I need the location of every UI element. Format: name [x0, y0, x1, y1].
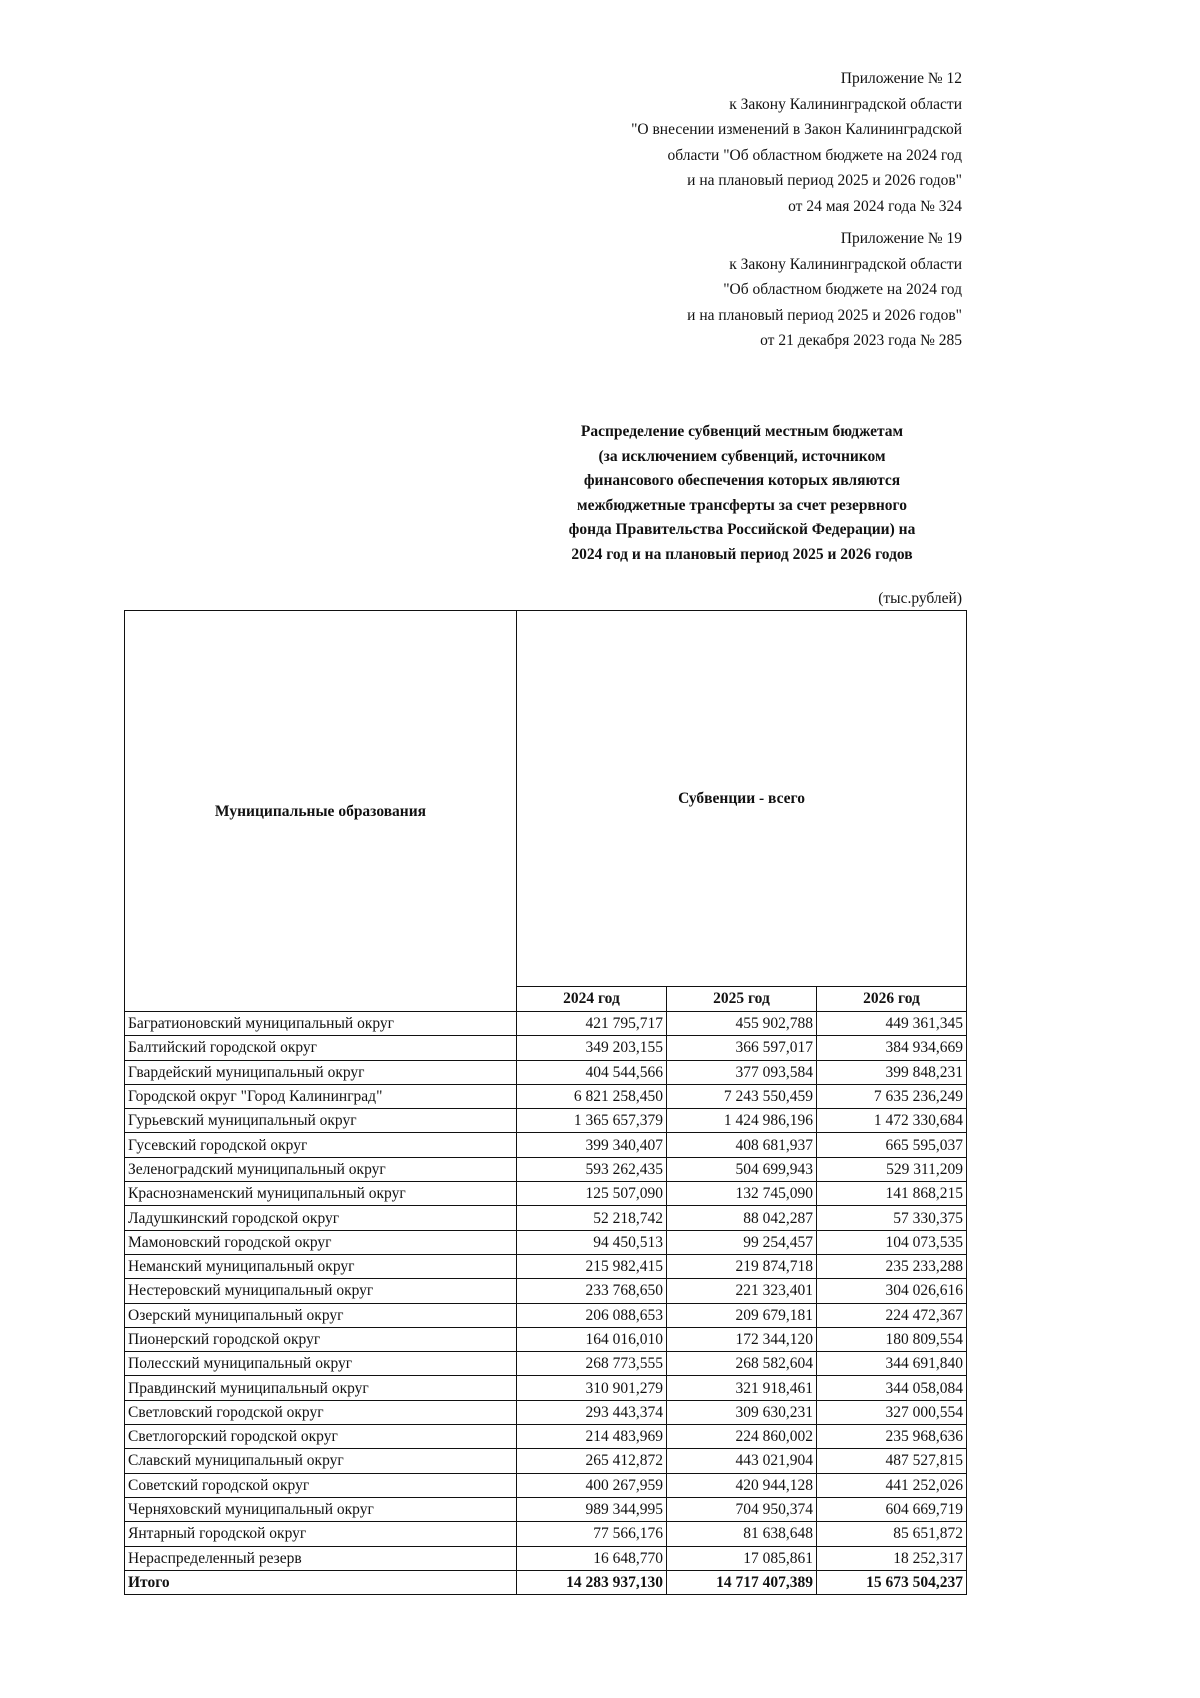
- row-value-2024: 399 340,407: [517, 1133, 667, 1157]
- row-value-2026: 235 233,288: [817, 1254, 967, 1278]
- row-value-2026: 85 651,872: [817, 1522, 967, 1546]
- table-row: [125, 1084, 967, 1108]
- annex-original-line: от 21 декабря 2023 года № 285: [760, 332, 962, 349]
- row-municipality-name: Нестеровский муниципальный округ: [125, 1279, 517, 1303]
- row-municipality-name: Правдинский муниципальный округ: [125, 1376, 517, 1400]
- annex-original-line: к Закону Калининградской области: [729, 255, 962, 273]
- table-row: [125, 1376, 967, 1400]
- row-municipality-name: Гусевский городской округ: [125, 1133, 517, 1157]
- table-row: [125, 1425, 967, 1449]
- row-municipality-name: Багратионовский муниципальный округ: [125, 1012, 517, 1036]
- table-row: [125, 1449, 967, 1473]
- row-value-2024: 214 483,969: [517, 1425, 667, 1449]
- annex-current-line: области "Об областном бюджете на 2024 год: [667, 146, 962, 164]
- row-value-2024: 349 203,155: [517, 1036, 667, 1060]
- row-value-2025: 268 582,604: [667, 1352, 817, 1376]
- row-value-2025: 455 902,788: [667, 1012, 817, 1036]
- row-value-2026: 441 252,026: [817, 1473, 967, 1497]
- table-row: [125, 1473, 967, 1497]
- table-row: [125, 1157, 967, 1181]
- row-value-2026: 224 472,367: [817, 1303, 967, 1327]
- row-value-2026: 449 361,345: [817, 1012, 967, 1036]
- row-value-2025: 81 638,648: [667, 1522, 817, 1546]
- row-value-2024: 164 016,010: [517, 1327, 667, 1351]
- row-value-2024: 400 267,959: [517, 1473, 667, 1497]
- row-value-2026: 344 691,840: [817, 1352, 967, 1376]
- row-municipality-name: Черняховский муниципальный округ: [125, 1497, 517, 1521]
- row-value-2025: 1 424 986,196: [667, 1109, 817, 1133]
- row-municipality-name: Ладушкинский городской округ: [125, 1206, 517, 1230]
- title-line: Распределение субвенций местным бюджетам: [580, 423, 904, 440]
- row-value-2026: 304 026,616: [817, 1279, 967, 1303]
- row-value-2026: 529 311,209: [817, 1157, 967, 1181]
- row-value-2026: 235 968,636: [817, 1425, 967, 1449]
- table-row: [125, 1352, 967, 1376]
- row-value-2024: 77 566,176: [517, 1522, 667, 1546]
- table-row: [125, 1060, 967, 1084]
- row-value-2026: 180 809,554: [817, 1327, 967, 1351]
- row-value-2025: 504 699,943: [667, 1157, 817, 1181]
- annex-current-line: от 24 мая 2024 года № 324: [788, 197, 962, 215]
- row-value-2025: 132 745,090: [667, 1182, 817, 1206]
- col-header-municipalities: Муниципальные образования: [125, 611, 517, 1012]
- annex-current-line: "О внесении изменений в Закон Калининградской: [631, 121, 962, 138]
- row-value-2024: 215 982,415: [517, 1254, 667, 1278]
- row-value-2026: 487 527,815: [817, 1449, 967, 1473]
- row-value-2024: 206 088,653: [517, 1303, 667, 1327]
- row-value-2025: 224 860,002: [667, 1425, 817, 1449]
- row-value-2024: 421 795,717: [517, 1012, 667, 1036]
- row-municipality-name: Светловский городской округ: [125, 1400, 517, 1424]
- row-value-2025: 17 085,861: [667, 1546, 817, 1570]
- row-value-2024: 233 768,650: [517, 1279, 667, 1303]
- table-row: [125, 1206, 967, 1230]
- total-value-2026: 15 673 504,237: [817, 1570, 967, 1594]
- table-row: [125, 1036, 967, 1060]
- annex-current-line: Приложение № 12: [840, 70, 962, 87]
- row-municipality-name: Балтийский городской округ: [125, 1036, 517, 1060]
- row-value-2025: 420 944,128: [667, 1473, 817, 1497]
- subventions-table: [124, 610, 967, 1595]
- row-municipality-name: Озерский муниципальный округ: [125, 1303, 517, 1327]
- row-municipality-name: Пионерский городской округ: [125, 1327, 517, 1351]
- row-municipality-name: Городской округ "Город Калининград": [125, 1084, 517, 1108]
- row-municipality-name: Краснознаменский муниципальный округ: [125, 1182, 517, 1206]
- units-label: (тыс.рублей): [878, 590, 962, 607]
- annex-current-line: и на плановый период 2025 и 2026 годов": [687, 172, 962, 189]
- table-row: [125, 1546, 967, 1570]
- row-municipality-name: Зеленоградский муниципальный округ: [125, 1157, 517, 1181]
- row-value-2026: 104 073,535: [817, 1230, 967, 1254]
- annex-current-line: к Закону Калининградской области: [729, 95, 962, 113]
- row-value-2026: 344 058,084: [817, 1376, 967, 1400]
- row-value-2024: 593 262,435: [517, 1157, 667, 1181]
- col-header-2025: 2025 год: [667, 986, 817, 1011]
- row-municipality-name: Гурьевский муниципальный округ: [125, 1109, 517, 1133]
- title-line: межбюджетные трансферты за счет резервного: [577, 496, 907, 514]
- row-value-2025: 408 681,937: [667, 1133, 817, 1157]
- row-municipality-name: Полесский муниципальный округ: [125, 1352, 517, 1376]
- row-value-2024: 989 344,995: [517, 1497, 667, 1521]
- table-row: [125, 1230, 967, 1254]
- annex-original-block: [687, 226, 962, 354]
- col-header-total: Субвенции - всего: [517, 611, 967, 987]
- table-row: [125, 1133, 967, 1157]
- title-line: 2024 год и на плановый период 2025 и 2026 годов: [571, 545, 913, 563]
- row-value-2026: 384 934,669: [817, 1036, 967, 1060]
- table-row: [125, 1497, 967, 1521]
- row-value-2025: 321 918,461: [667, 1376, 817, 1400]
- row-value-2026: 57 330,375: [817, 1206, 967, 1230]
- total-row: [125, 1570, 967, 1594]
- row-value-2025: 99 254,457: [667, 1230, 817, 1254]
- table-row: [125, 1400, 967, 1424]
- row-value-2026: 604 669,719: [817, 1497, 967, 1521]
- row-value-2026: 327 000,554: [817, 1400, 967, 1424]
- total-value-2024: 14 283 937,130: [517, 1570, 667, 1594]
- row-value-2026: 141 868,215: [817, 1182, 967, 1206]
- annex-original-line: "Об областном бюджете на 2024 год: [723, 281, 962, 298]
- table-row: [125, 1327, 967, 1351]
- row-value-2024: 94 450,513: [517, 1230, 667, 1254]
- row-value-2025: 172 344,120: [667, 1327, 817, 1351]
- row-value-2024: 16 648,770: [517, 1546, 667, 1570]
- table-row: [125, 1254, 967, 1278]
- row-value-2024: 268 773,555: [517, 1352, 667, 1376]
- row-value-2025: 309 630,231: [667, 1400, 817, 1424]
- annex-original-line: Приложение № 19: [840, 230, 962, 247]
- total-label: Итого: [125, 1570, 517, 1594]
- table-row: [125, 1182, 967, 1206]
- row-municipality-name: Гвардейский муниципальный округ: [125, 1060, 517, 1084]
- table-row: [125, 1012, 967, 1036]
- row-value-2025: 88 042,287: [667, 1206, 817, 1230]
- row-value-2026: 7 635 236,249: [817, 1084, 967, 1108]
- row-value-2025: 219 874,718: [667, 1254, 817, 1278]
- col-header-2026: 2026 год: [817, 986, 967, 1011]
- table-body: [125, 1012, 967, 1595]
- row-value-2025: 704 950,374: [667, 1497, 817, 1521]
- row-municipality-name: Янтарный городской округ: [125, 1522, 517, 1546]
- row-value-2024: 265 412,872: [517, 1449, 667, 1473]
- row-municipality-name: Светлогорский городской округ: [125, 1425, 517, 1449]
- row-value-2025: 443 021,904: [667, 1449, 817, 1473]
- row-municipality-name: Славский муниципальный округ: [125, 1449, 517, 1473]
- title-line: (за исключением субвенций, источником: [598, 447, 886, 465]
- row-value-2025: 366 597,017: [667, 1036, 817, 1060]
- annex-original-line: и на плановый период 2025 и 2026 годов": [687, 306, 962, 324]
- total-value-2025: 14 717 407,389: [667, 1570, 817, 1594]
- table-header-row: [125, 611, 967, 987]
- table-row: [125, 1522, 967, 1546]
- row-value-2026: 18 252,317: [817, 1546, 967, 1570]
- col-header-2024: 2024 год: [517, 986, 667, 1011]
- row-value-2024: 293 443,374: [517, 1400, 667, 1424]
- row-value-2024: 6 821 258,450: [517, 1084, 667, 1108]
- table-row: [125, 1109, 967, 1133]
- row-value-2026: 399 848,231: [817, 1060, 967, 1084]
- row-value-2024: 310 901,279: [517, 1376, 667, 1400]
- row-municipality-name: Мамоновский городской округ: [125, 1230, 517, 1254]
- row-value-2026: 665 595,037: [817, 1133, 967, 1157]
- row-value-2025: 377 093,584: [667, 1060, 817, 1084]
- annex-current-block: [631, 66, 962, 219]
- row-value-2024: 1 365 657,379: [517, 1109, 667, 1133]
- row-municipality-name: Неманский муниципальный округ: [125, 1254, 517, 1278]
- title-line: фонда Правительства Российской Федерации) на: [568, 521, 916, 538]
- table-row: [125, 1279, 967, 1303]
- row-value-2024: 52 218,742: [517, 1206, 667, 1230]
- row-value-2024: 125 507,090: [517, 1182, 667, 1206]
- document-title: [512, 420, 972, 567]
- row-value-2026: 1 472 330,684: [817, 1109, 967, 1133]
- title-line: финансового обеспечения которых являются: [583, 472, 901, 489]
- row-value-2025: 221 323,401: [667, 1279, 817, 1303]
- row-value-2025: 209 679,181: [667, 1303, 817, 1327]
- row-value-2024: 404 544,566: [517, 1060, 667, 1084]
- row-municipality-name: Нераспределенный резерв: [125, 1546, 517, 1570]
- row-municipality-name: Советский городской округ: [125, 1473, 517, 1497]
- table-row: [125, 1303, 967, 1327]
- row-value-2025: 7 243 550,459: [667, 1084, 817, 1108]
